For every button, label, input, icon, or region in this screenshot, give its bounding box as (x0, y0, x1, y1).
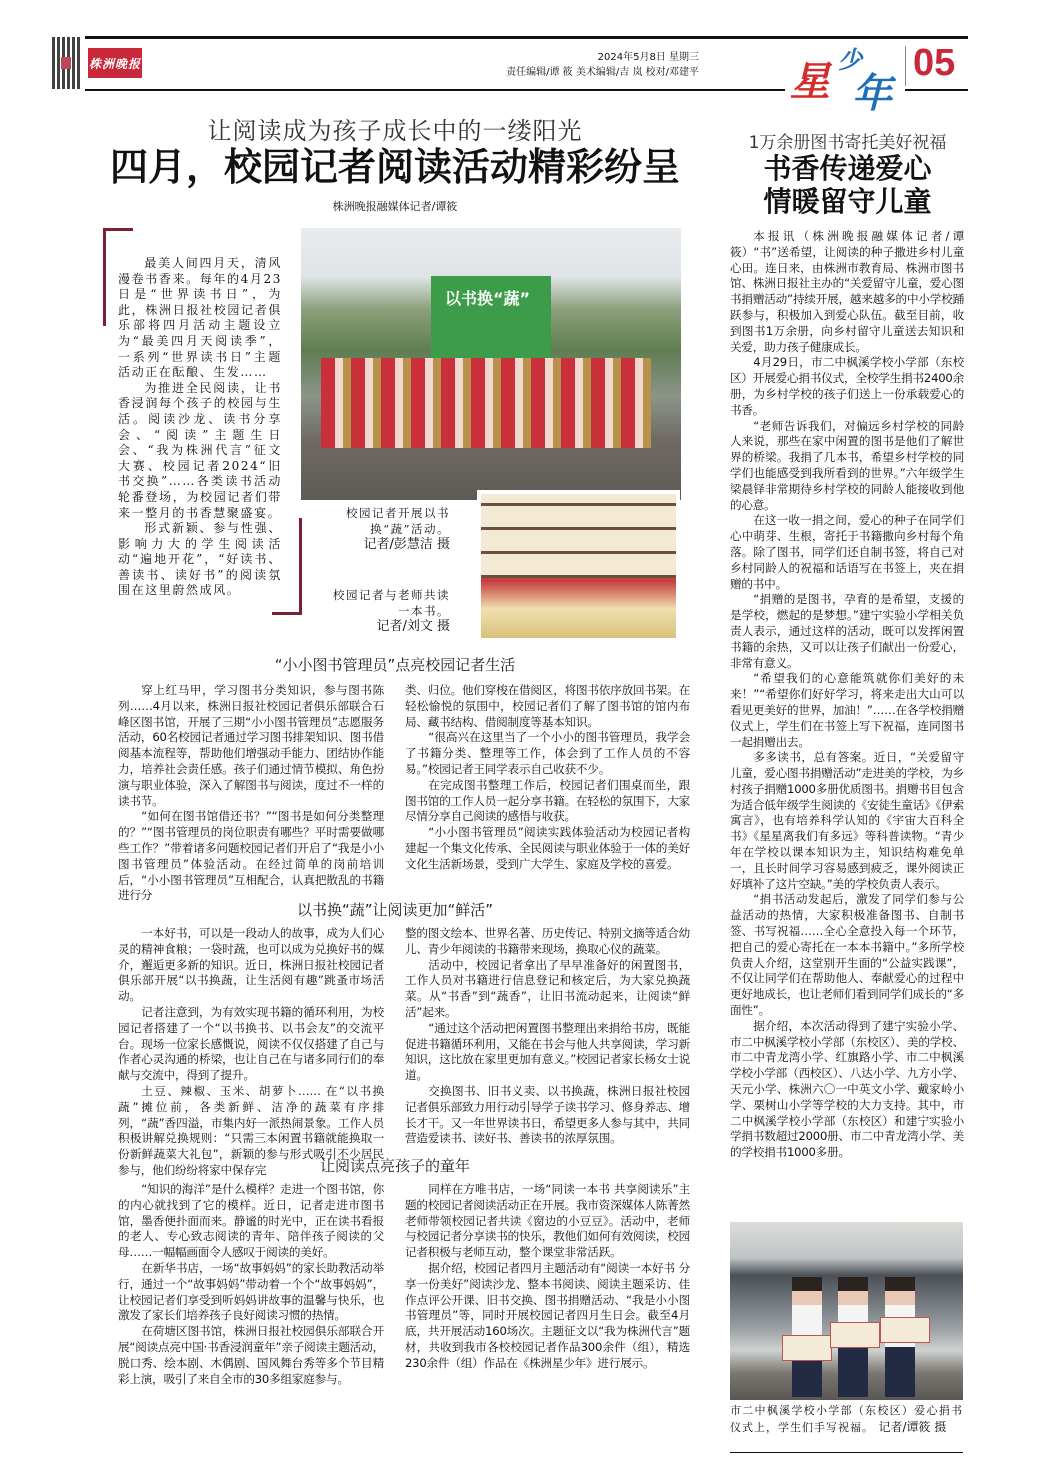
paragraph: 在新华书店，一场“故事妈妈”的家长助教活动举行，通过一个“故事妈妈”带动着一个个“故事妈妈”，让校园记者们享受到听妈妈讲故事的温馨与快乐，也激发了家长们培养孩子良好阅读习惯的热情。 (118, 1260, 384, 1323)
paragraph: “通过这个活动把闲置图书整理出来捐给书房，既能促进书籍循环利用，又能在书会与他人共享阅读，学习新知识，这比放在家里更加有意义。”校园记者家长杨女士说道。 (405, 1020, 690, 1083)
handwritten-sign (830, 1322, 880, 1348)
intro-paragraph: 形式新颖、参与性强、影响力大的学生阅读活动“遍地开花”，“好读书、善读书、读好书”的阅读氛围在这里蔚然成风。 (118, 521, 282, 598)
paragraph: “很高兴在这里当了一个小小的图书管理员，我学会了书籍分类、整理等工作，体会到了工作人员的不容易。”校园记者王同学表示自己收获不少。 (405, 730, 690, 776)
headline-line: 书香传递爱心 (763, 152, 932, 185)
side-kicker: 1万余册图书寄托美好祝福 (748, 133, 947, 153)
issue-meta (506, 50, 699, 80)
paragraph: “如何在图书馆借还书？”“图书是如何分类整理的？”“图书管理员的岗位职责有哪些？平时需要做哪些工作？”带着诸多问题校园记者们开启了“我是小小图书管理员”体验活动。在经过简单的岗前培训后，“小小图书管理员”互相配合，认真把散乱的书籍进行分 (118, 809, 384, 903)
photo-credit: 记者/谭筱 摄 (878, 1420, 947, 1434)
side-article-body (730, 229, 964, 1161)
paragraph: 土豆、辣椒、玉米、胡萝卜…… 在“以书换蔬”摊位前，各类新鲜、洁净的蔬菜有序排列，“蔬”香四溢，市集内好一派热闹景象。工作人员积极讲解兑换规则：“只需三本闲置书籍就能换取一份新鲜蔬菜大礼包”，新颖的参与形式吸引不少居民参与，他们纷纷将家中保存完 (118, 1083, 384, 1177)
issue-date: 2024年5月8日 星期三 (597, 52, 699, 63)
masthead-bottom-rule (85, 89, 785, 91)
headline-line: 情暖留守儿童 (763, 185, 932, 218)
paragraph: 据介绍，本次活动得到了建宁实验小学、市二中枫溪学校小学部（东校区）、美的学校、市二中青龙湾小学、红旗路小学、市二中枫溪学校小学部（西校区）、八达小学、九方小学、天元小学、株洲六〇一中英文小学、戴家岭小学、栗树山小学等学校的大力支持。其中，市二中枫溪学校小学部（东校区）和建宁实验小学捐书数超过2000册、市二中青龙湾小学、美的学校捐书1000多册。 (730, 1018, 964, 1160)
paragraph: 一本好书，可以是一段动人的故事，成为人们心灵的精神食粮；一袋时蔬，也可以成为兑换好书的媒介，邂逅更多新的知识。近日，株洲日报社校园记者俱乐部开展“以书换蔬，让生活阅有趣”跳蚤市场活动。 (118, 926, 384, 1004)
paragraph: “希望我们的心意能筑就你们美好的未来！”“希望你们好好学习，将来走出大山可以看见更美好的世界，加油！”……在各学校捐赠仪式上，学生们在书签上写下祝福，连同图书一起捐赠出去。 (730, 671, 964, 749)
byline: 株洲晚报融媒体记者/谭筱 (332, 200, 458, 213)
masthead-bottom-rule-right (905, 89, 968, 91)
article-column (405, 926, 690, 1147)
paragraph: “小小图书管理员”阅读实践体验活动为校园记者构建起一个集文化传承、全民阅读与职业体验于一体的美好文化生活新场景，受到广大学生、家庭及学校的喜爱。 (405, 825, 690, 871)
children-group (321, 358, 651, 448)
intro-text (118, 256, 282, 599)
photo-credit: 记者/彭慧洁 摄 (363, 537, 450, 552)
paragraph: “捐书活动发起后，激发了同学们参与公益活动的热情，大家积极准备图书、自制书签、书写祝福……全心全意投入每一个环节，把自己的爱心寄托在一本本书籍中。”多所学校负责人介绍，这堂别开生面的“公益实践课”，不仅让同学们在帮助他人、奉献爱心的过程中更好地成长，也让老师们看到同学们成长的“多面性”。 (730, 892, 964, 1018)
photo-caption: 校园记者开展以书换“蔬”活动。 记者/彭慧洁 摄 (330, 506, 450, 553)
article-column (118, 683, 384, 904)
paragraph: 本报讯（株洲晚报融媒体记者/谭筱）“书”送希望，让阅读的种子撒进乡村儿童心田。连日来，由株洲市教育局、株洲市图书馆、株洲日报社主办的“关爱留守儿童，爱心图书捐赠活动”持续开展，越来越多的中小学校踊跃参与，积极加入到爱心队伍。截至目前，收到图书1万余册，向乡村留守儿童送去知识和关爱，助力孩子健康成长。 (730, 229, 964, 354)
paragraph: 据介绍，校园记者四月主题活动有“阅读一本好书 分享一份美好”阅读沙龙、整本书阅读、阅读主题采访、佳作点评公开课、旧书交换、图书捐赠活动、“我是小小图书管理员”等，同时开展校园记者四月生日会。截至4月底，共开展活动160场次。主题征文以“我为株洲代言”题材，共收到我市各校校园记者作品300余件（组），精选230余件（组）作品在《株洲星少年》进行展示。 (405, 1260, 690, 1370)
photo-credit: 记者/刘文 摄 (376, 619, 450, 634)
intro-paragraph: 为推进全民阅读，让书香浸润每个孩子的校园与生活。阅读沙龙、读书分享会、“阅读”主题生日会、“我为株洲代言”征文大赛、校园记者2024“旧书交换”……各类读书活动轮番登场，为校园记者们带来一整月的书香慧聚盛宴。 (118, 380, 282, 520)
paragraph: 整的图文绘本、世界名著、历史传记、特别文摘等适合幼儿、青少年阅读的书籍带来现场，换取心仪的蔬菜。 (405, 926, 690, 956)
paragraph: “捐赠的是图书，孕育的是希望，支援的是学校，燃起的是梦想。”建宁实验小学相关负责人表示，通过这样的活动，既可以发挥闲置书籍的余热，又可以让孩子们献出一份爱心，非常有意义。 (730, 592, 964, 670)
paragraph: 同样在方唯书店，一场“同读一本书 共享阅读乐”主题的校园记者阅读活动正在开展。我市资深媒体人陈菁然老师带领校园记者共读《窗边的小豆豆》。活动中，老师与校园记者分享读书的快乐，教他们如何有效阅读，校园记者积极与老师互动，整个课堂非常活跃。 (405, 1182, 690, 1260)
photo-caption: 市二中枫溪学校小学部（东校区）爱心捐书仪式上，学生们手写祝福。 记者/谭筱 摄 (730, 1404, 963, 1434)
paragraph: 记者注意到，为有效实现书籍的循环利用，为校园记者搭建了一个“以书换书、以书会友”的交流平台。现场一位家长感慨说，阅读不仅仅搭建了自己与作者心灵沟通的桥梁，也让自己在与诸多同行们的奉献与交流中，得到了提升。 (118, 1004, 384, 1083)
article-column (405, 1182, 690, 1372)
paragraph: 交换图书、旧书义卖、以书换蔬，株洲日报社校园记者俱乐部致力用行动引导学子读书学习、修身养志、增长才干。又一年世界读书日，希望更多人参与其中，共同营造爱读书、读好书、善读书的浓厚氛围。 (405, 1083, 690, 1146)
photo-book-for-vegetables (301, 228, 681, 500)
article-column (118, 926, 384, 1179)
paragraph: 在荷塘区图书馆，株洲日报社校园俱乐部联合开展“阅读点亮中国·书香浸润童年”亲子阅读主题活动，脱口秀、绘本剧、木偶剧、国风舞台秀等多个节目精彩上演，吸引了来自全市的30多组家庭参与。 (118, 1324, 384, 1386)
paragraph: 多多读书，总有答案。近日，“关爱留守儿童，爱心图书捐赠活动”走进美的学校，为乡村孩子捐赠1000多册优质图书。捐赠书目包含为适合低年级学生阅读的《安徒生童话》《伊索寓言》，也有培养科学认知的《宇宙大百科全书》《星星离我们有多远》等科普读物。“青少年在学校以课本知识为主，知识结构难免单一，且长时间学习容易感到疲乏，课外阅读正好填补了这片空缺。”美的学校负责人表示。 (730, 750, 964, 891)
main-kicker: 让阅读成为孩子成长中的一缕阳光 (207, 117, 583, 145)
paragraph: 穿上红马甲，学习图书分类知识，参与图书陈列……4月以来，株洲日报社校园记者俱乐部联合石峰区图书馆，开展了三期“小小图书管理员”志愿服务活动，60名校园记者通过学习图书排架知识、图书借阅基本流程等，帮助他们增强动手能力、团结协作能力，培养社会责任感。孩子们通过情节模拟、角色扮演与职业体验，深入了解图书与阅读，度过不一样的读书节。 (118, 683, 384, 808)
paragraph: 在完成图书整理工作后，校园记者们围桌而坐，跟图书馆的工作人员一起分享书籍。在轻松的氛围下，大家尽情分享自己阅读的感悟与收获。 (405, 777, 690, 824)
end-rule (730, 1452, 963, 1453)
section-heading: “小小图书管理员”点亮校园记者生活 (274, 656, 516, 674)
article-column (405, 683, 690, 873)
paragraph: “老师告诉我们，对偏远乡村学校的同龄人来说，那些在家中闲置的图书是他们了解世界的桥梁。我捐了几本书，希望乡村学校的同学们也能感受到我所看到的世界。”六年级学生梁晨铎非常期待乡村学校的同龄人能接收到他的心意。 (730, 418, 964, 512)
photo-caption: 校园记者与老师共读一本书。 记者/刘文 摄 (330, 588, 450, 635)
side-headline (730, 152, 965, 218)
paragraph: 4月29日，市二中枫溪学校小学部（东校区）开展爱心捐书仪式，全校学生捐书2400余册，为乡村学校的孩子们送上一份承载爱心的书香。 (730, 355, 964, 417)
editor-credits: 责任编辑/谭 筱 美术编辑/吉 岚 校对/邓建平 (506, 67, 699, 78)
photo-donation-ceremony (730, 1222, 963, 1400)
photo-reading-with-teacher (477, 490, 680, 642)
handwritten-sign (880, 1317, 930, 1343)
section-heading: 以书换“蔬”让阅读更加“鲜活” (296, 901, 494, 919)
bookshelf (481, 494, 676, 578)
intro-paragraph: 最美人间四月天，清风漫卷书香来。每年的4月23日是“世界读书日”，为此，株洲日报社校园记者俱乐部将四月活动主题设立为“最美四月天阅读季”，一系列“世界读书日”主题活动正在酝酿、生发…… (118, 256, 282, 380)
section-brand-logo: 星 少 年 (790, 46, 892, 117)
main-headline: 四月，校园记者阅读活动精彩纷呈 (109, 145, 680, 189)
paragraph: 类、归位。他们穿梭在借阅区，将图书依序放回书架。在轻松愉悦的氛围中，校园记者们了解了图书馆的馆内布局、藏书结构、借阅制度等基本知识。 (405, 683, 690, 729)
qr-code[interactable] (52, 37, 80, 89)
divider (905, 46, 906, 86)
paper-logo: 株洲晚报 (88, 48, 142, 78)
paragraph: 活动中，校园记者拿出了早早准备好的闲置图书，工作人员对书籍进行信息登记和核定后，为大家兑换蔬菜。从“书香”到“蔬香”，让旧书流动起来，让阅读“鲜活”起来。 (405, 957, 690, 1019)
article-column (118, 1182, 384, 1387)
paragraph: “知识的海洋”是什么模样？走进一个图书馆，你的内心就找到了它的模样。近日，记者走进市图书馆，墨香便扑面而来。静谧的时光中，正在读书看报的老人、专心致志阅读的青年、陪伴孩子阅读的父母……一幅幅画面令人感叹于阅读的美好。 (118, 1182, 384, 1260)
paragraph: 在这一收一捐之间，爱心的种子在同学们心中萌芽、生根，寄托于书籍撒向乡村每个角落。除了图书，同学们还自制书签，将自己对乡村同龄人的祝福和话语写在书签上，夹在捐赠的书中。 (730, 513, 964, 591)
event-banner: 以书换“蔬” (431, 276, 551, 368)
handwritten-sign (782, 1335, 832, 1361)
top-rule (85, 36, 968, 39)
page-number: 05 (913, 42, 956, 84)
section-heading: 让阅读点亮孩子的童年 (319, 1157, 470, 1175)
